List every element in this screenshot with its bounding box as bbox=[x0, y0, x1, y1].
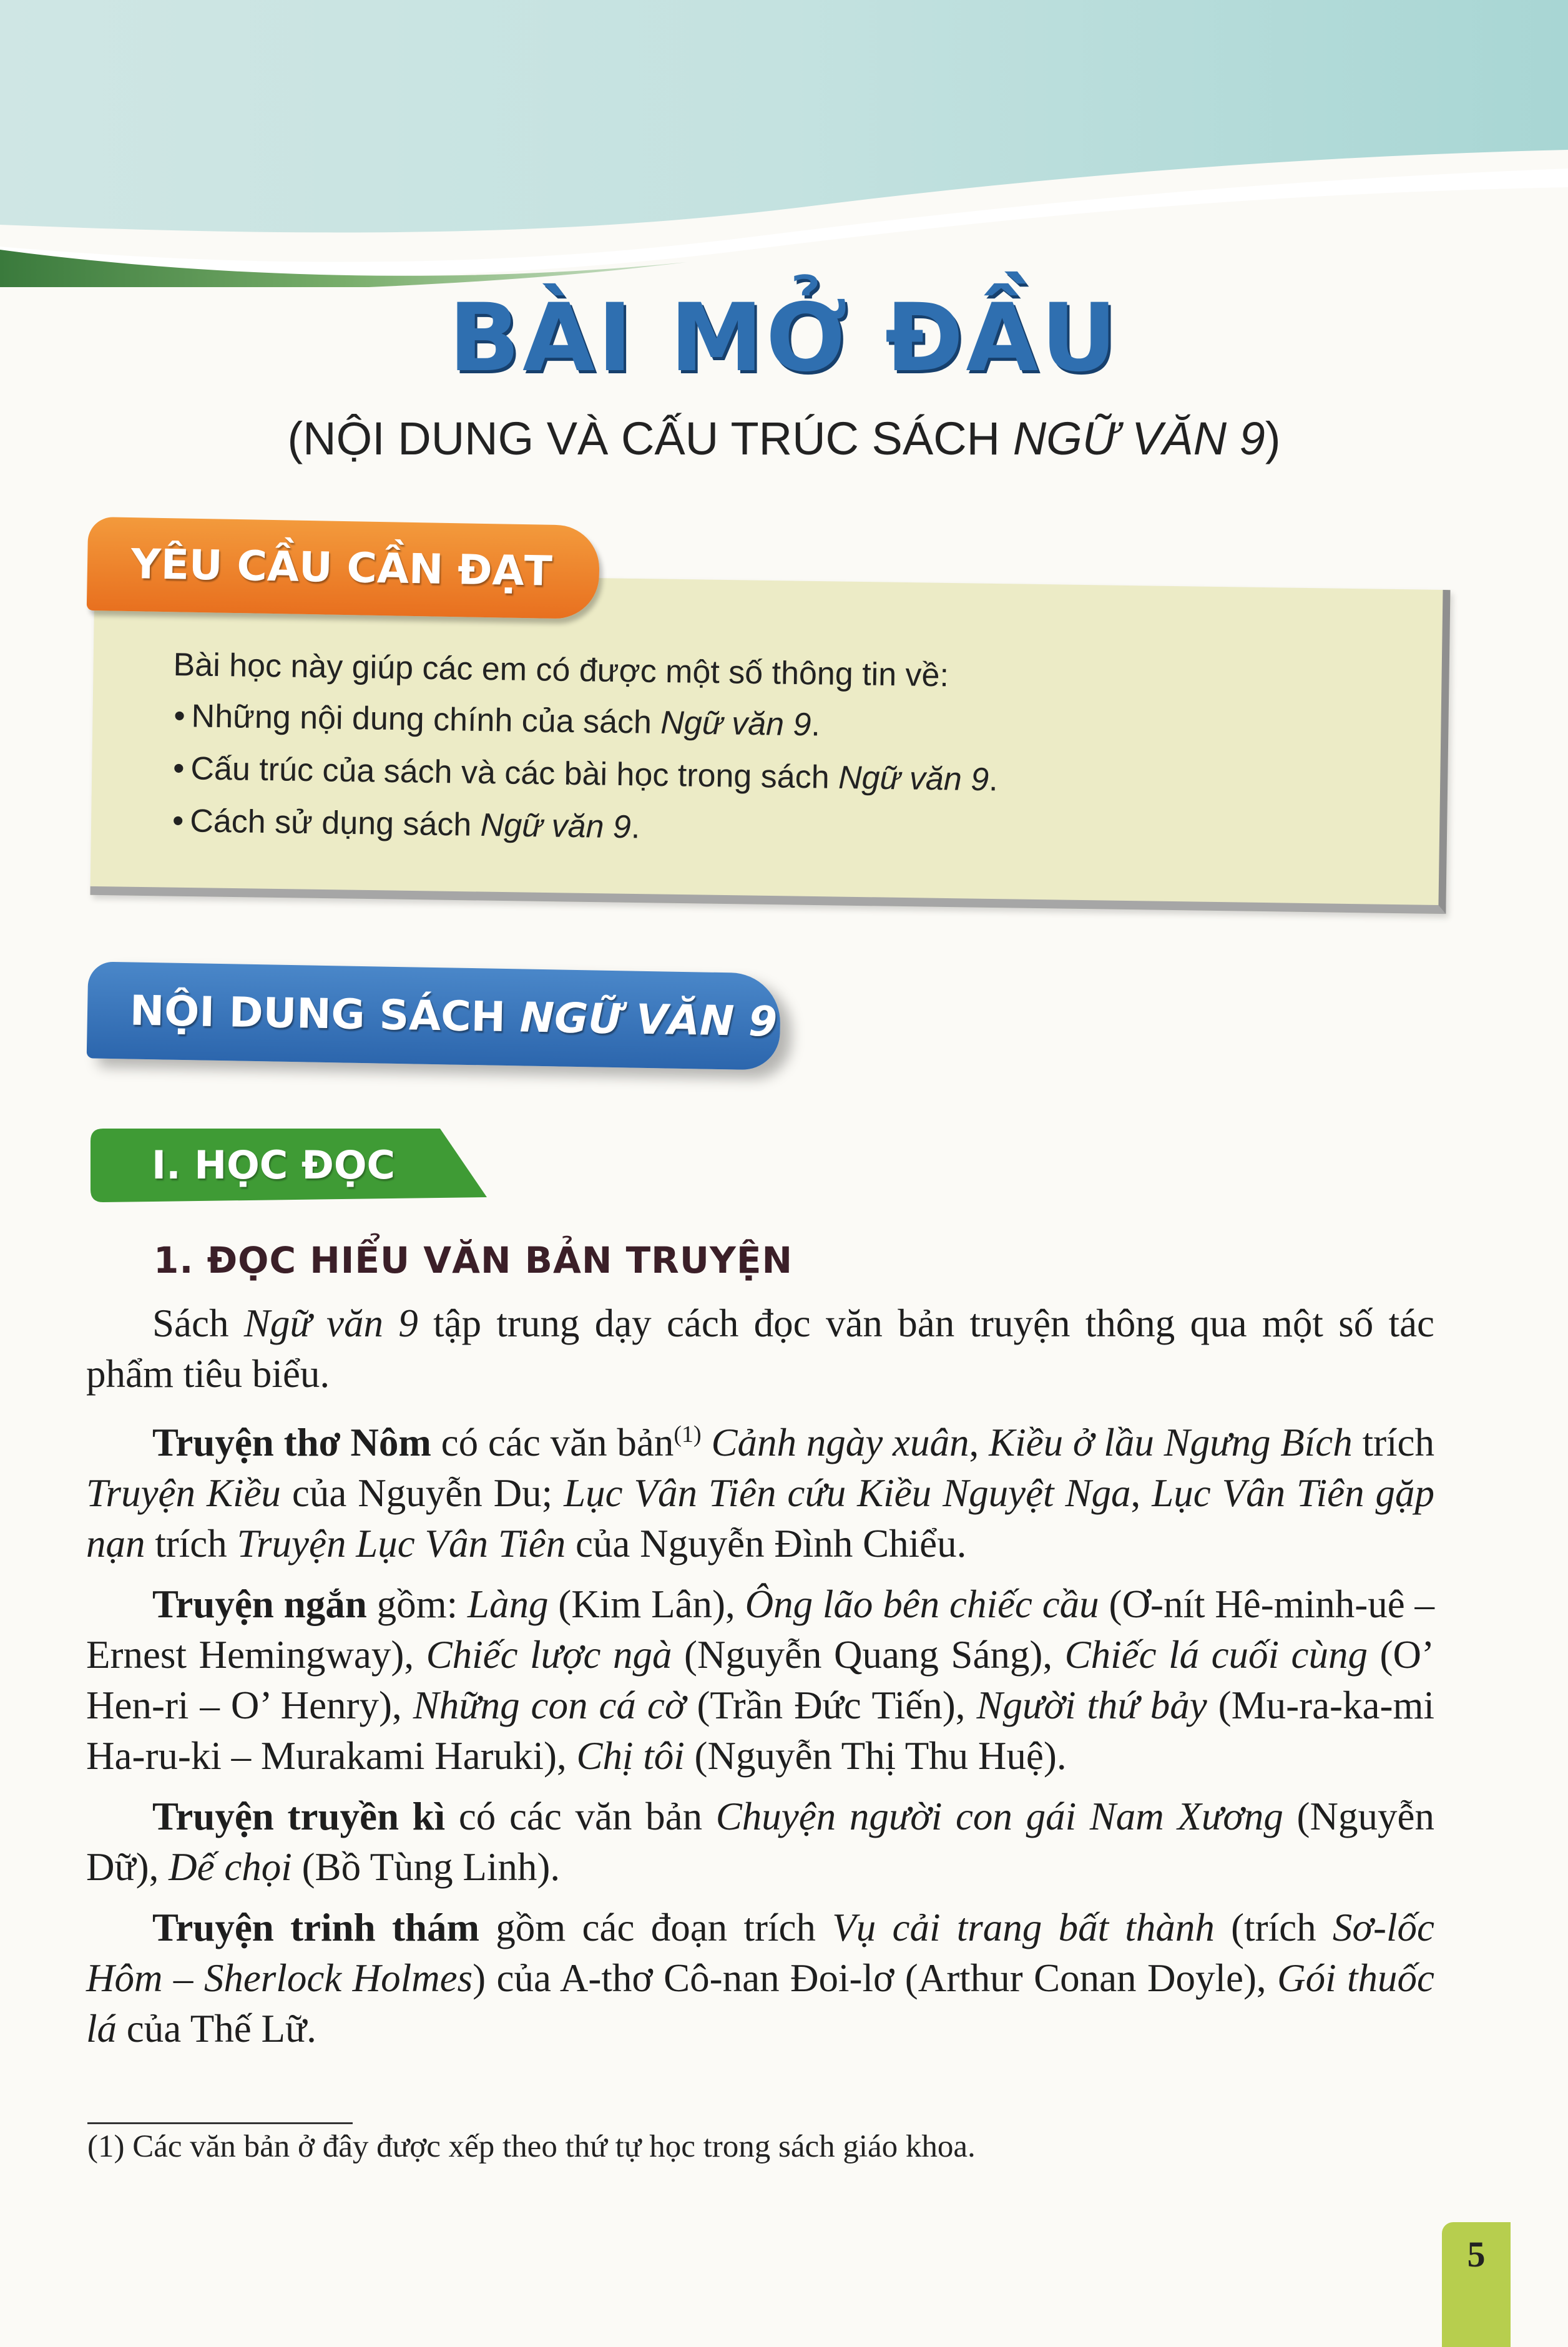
subsection-tab bbox=[91, 1129, 487, 1202]
requirements-content bbox=[170, 646, 1390, 871]
page-subtitle: (NỘI DUNG VÀ CẤU TRÚC SÁCH NGỮ VĂN 9) bbox=[287, 413, 1281, 464]
page-edge bbox=[1511, 2197, 1568, 2347]
footnote-divider bbox=[87, 2122, 353, 2124]
footnote: (1) Các văn bản ở đây được xếp theo thứ tự học trong sách giáo khoa. bbox=[87, 2129, 976, 2164]
requirement-item: • Cấu trúc của sách và các bài học trong sách Ngữ văn 9. bbox=[173, 750, 1389, 804]
page-number: 5 bbox=[1467, 2234, 1486, 2275]
requirement-item: • Cách sử dụng sách Ngữ văn 9. bbox=[172, 802, 1389, 856]
paragraph: Truyện truyền kì có các văn bản Chuyện người con gái Nam Xương (Nguyễn Dữ), Dế chọi (Bồ Tùng Linh). bbox=[86, 1795, 1434, 1889]
page-title: BÀI MỞ ĐẦU bbox=[448, 284, 1120, 393]
requirements-tab: YÊU CẦU CẦN ĐẠT bbox=[87, 517, 600, 619]
page-number-tab bbox=[1442, 2222, 1511, 2347]
section-heading: 1. ĐỌC HIỂU VĂN BẢN TRUYỆN bbox=[154, 1239, 793, 1281]
paragraph: Truyện ngắn gồm: Làng (Kim Lân), Ông lão bên chiếc cầu (Ơ-nít Hê-minh-uê – Ernest Hemingway), Chiếc lược ngà (Nguyễn Quang Sáng), Chiếc lá cuối cùng (O’ Hen-ri – O’ Henry), Những con cá cờ (Trần Đức Tiến), Người thứ bảy (Mu-ra-ka-mi Ha-ru-ki – Murakami Haruki), Chị tôi (Nguyễn Thị Thu Huệ). bbox=[86, 1582, 1434, 1778]
header-wave-band bbox=[0, 0, 1568, 287]
requirements-intro: Bài học này giúp các em có được một số thông tin về: bbox=[173, 646, 949, 694]
body-text bbox=[86, 1298, 1434, 2064]
paragraph: Sách Ngữ văn 9 tập trung dạy cách đọc văn bản truyện thông qua một số tác phẩm tiêu biểu. bbox=[86, 1301, 1434, 1396]
requirement-item: • Những nội dung chính của sách Ngữ văn 9. bbox=[174, 697, 1390, 752]
section-banner: NỘI DUNG SÁCH NGỮ VĂN 9 bbox=[87, 961, 782, 1070]
subsection-tab-label: I. HỌC ĐỌC bbox=[152, 1142, 396, 1188]
paragraph: Truyện thơ Nôm có các văn bản$^{(1)}$ Cảnh ngày xuân, Kiều ở lầu Ngưng Bích trích Truyện Kiều của Nguyễn Du; Lục Vân Tiên cứu Kiều Nguyệt Nga, Lục Vân Tiên gặp nạn trích Truyện Lục Vân Tiên của Nguyễn Đình Chiểu. bbox=[86, 1421, 1435, 1565]
paragraph: Truyện trinh thám gồm các đoạn trích Vụ cải trang bất thành (trích Sơ-lốc Hôm – Sherlock Holmes) của A-thơ Cô-nan Đoi-lơ (Arthur Conan Doyle), Gói thuốc lá của Thế Lữ. bbox=[86, 1906, 1434, 2051]
